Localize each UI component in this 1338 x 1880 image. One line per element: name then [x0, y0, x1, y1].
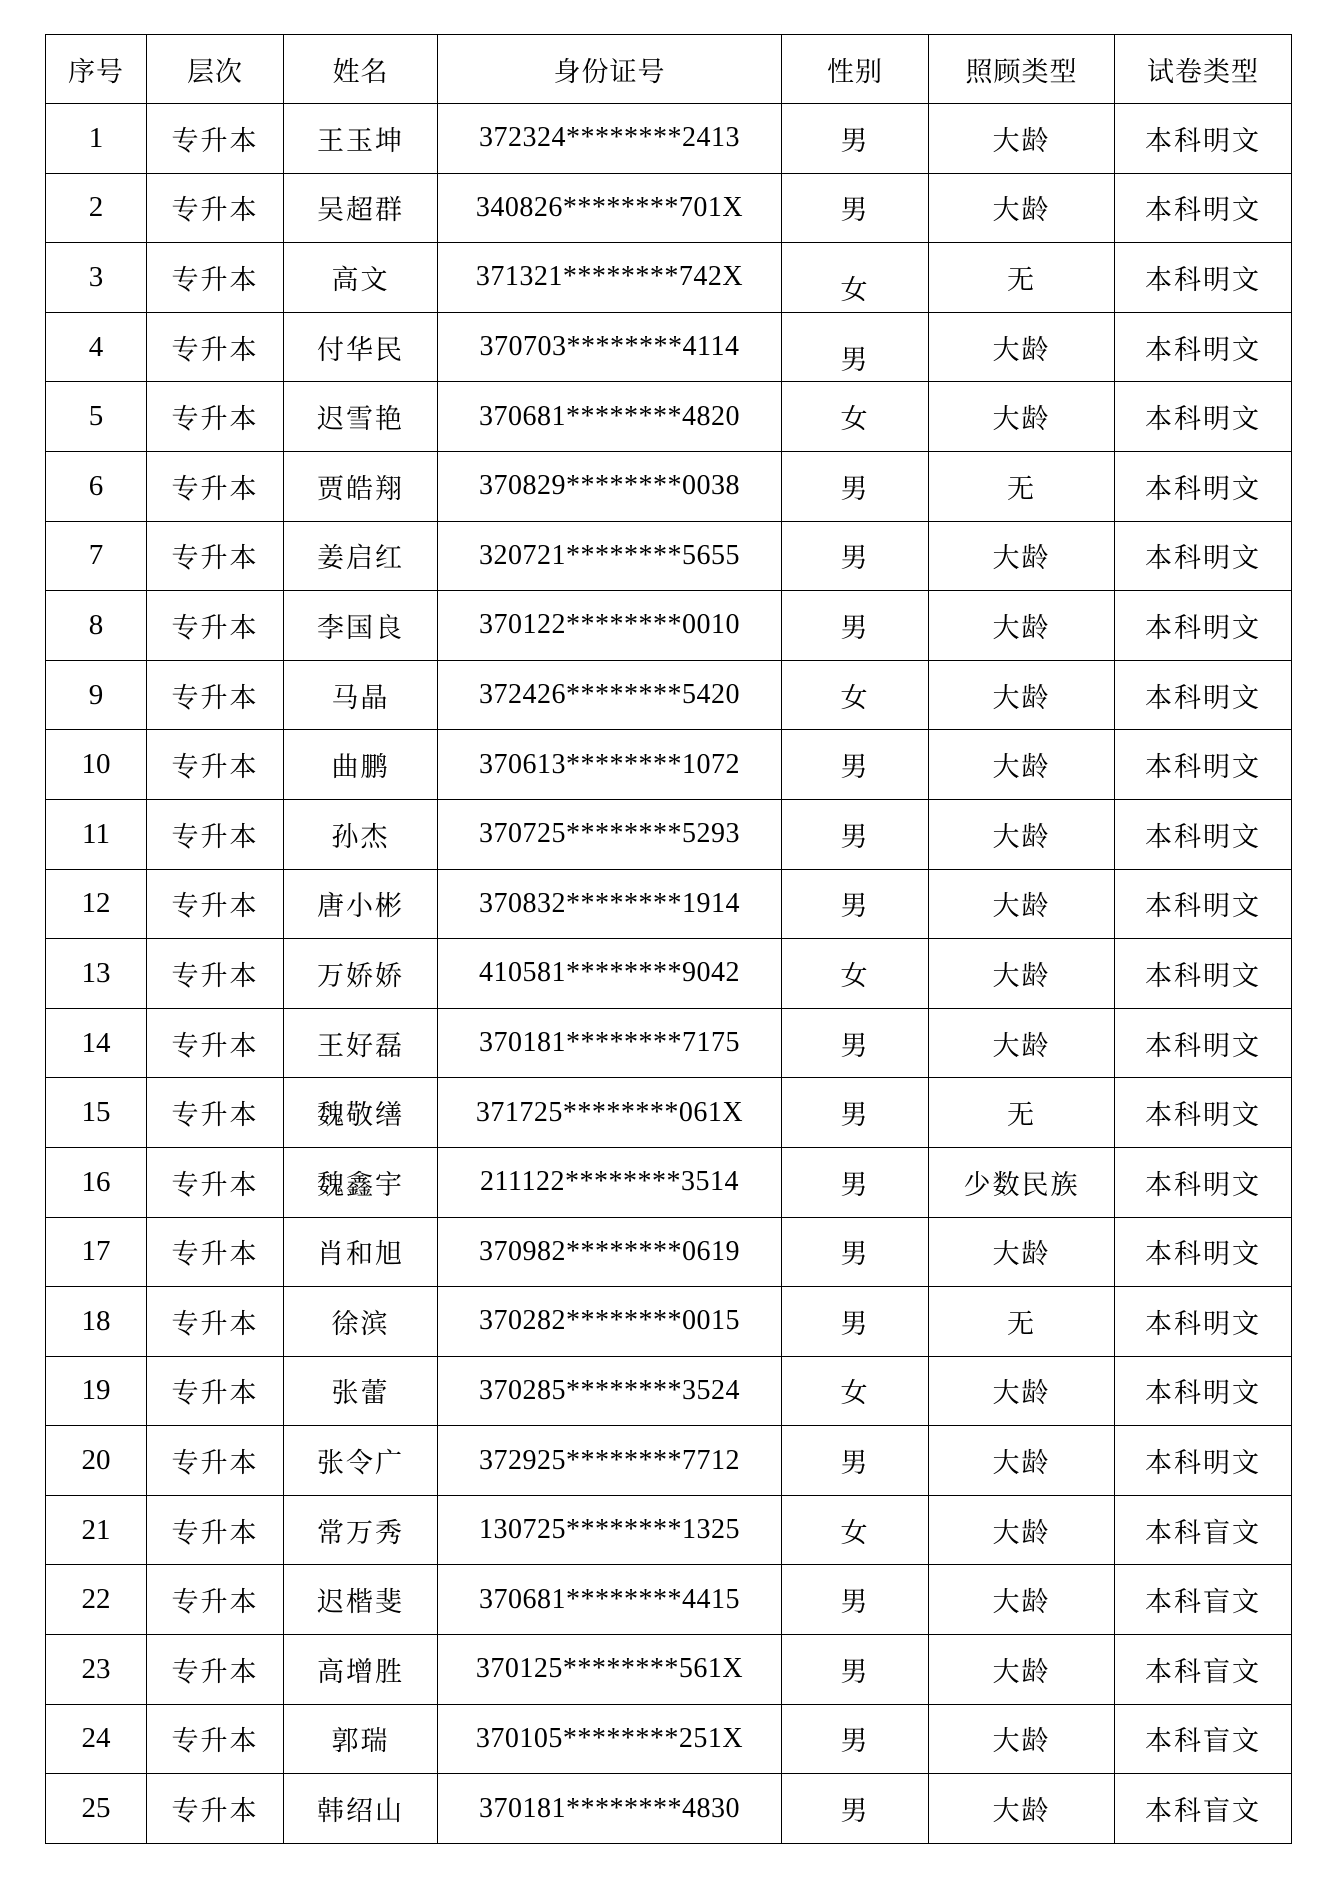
cell-care-type: 无 — [929, 1287, 1115, 1357]
cell-id-number: 130725********1325 — [438, 1495, 782, 1565]
cell-care-type: 大龄 — [929, 591, 1115, 661]
cell-gender: 女 — [782, 939, 929, 1009]
table-row — [46, 1565, 1292, 1635]
table-row — [46, 521, 1292, 591]
cell-level: 专升本 — [147, 451, 284, 521]
cell-gender-text: 女 — [840, 274, 870, 306]
cell-paper-type: 本科明文 — [1115, 939, 1292, 1009]
cell-gender: 女 — [782, 1356, 929, 1426]
cell-name: 王玉坤 — [284, 104, 438, 174]
cell-name: 付华民 — [284, 312, 438, 382]
cell-paper-type: 本科明文 — [1115, 312, 1292, 382]
cell-care-type: 大龄 — [929, 869, 1115, 939]
cell-gender — [782, 312, 929, 382]
cell-id-number: 370285********3524 — [438, 1356, 782, 1426]
table-header-row — [46, 35, 1292, 104]
cell-name: 高文 — [284, 243, 438, 313]
cell-id-number: 370681********4820 — [438, 382, 782, 452]
cell-level: 专升本 — [147, 521, 284, 591]
cell-name: 李国良 — [284, 591, 438, 661]
cell-gender: 男 — [782, 1426, 929, 1496]
cell-serial: 18 — [46, 1287, 147, 1357]
cell-serial: 21 — [46, 1495, 147, 1565]
cell-gender — [782, 243, 929, 313]
cell-level: 专升本 — [147, 1704, 284, 1774]
cell-gender: 男 — [782, 1008, 929, 1078]
table-row — [46, 939, 1292, 1009]
cell-id-number: 320721********5655 — [438, 521, 782, 591]
cell-id-number: 370181********7175 — [438, 1008, 782, 1078]
cell-care-type: 大龄 — [929, 1635, 1115, 1705]
cell-level: 专升本 — [147, 939, 284, 1009]
cell-care-type: 大龄 — [929, 312, 1115, 382]
cell-level: 专升本 — [147, 1356, 284, 1426]
cell-paper-type: 本科盲文 — [1115, 1704, 1292, 1774]
cell-id-number: 371321********742X — [438, 243, 782, 313]
cell-serial: 16 — [46, 1147, 147, 1217]
cell-gender: 男 — [782, 104, 929, 174]
cell-level: 专升本 — [147, 1495, 284, 1565]
cell-paper-type: 本科明文 — [1115, 660, 1292, 730]
cell-paper-type: 本科明文 — [1115, 591, 1292, 661]
cell-level: 专升本 — [147, 660, 284, 730]
cell-serial: 25 — [46, 1774, 147, 1844]
cell-care-type: 少数民族 — [929, 1147, 1115, 1217]
cell-name: 万娇娇 — [284, 939, 438, 1009]
cell-id-number: 370613********1072 — [438, 730, 782, 800]
cell-paper-type: 本科明文 — [1115, 1217, 1292, 1287]
cell-name: 贾皓翔 — [284, 451, 438, 521]
cell-care-type: 大龄 — [929, 1217, 1115, 1287]
cell-gender: 男 — [782, 1635, 929, 1705]
cell-level: 专升本 — [147, 869, 284, 939]
table-row — [46, 104, 1292, 174]
cell-paper-type: 本科明文 — [1115, 1426, 1292, 1496]
cell-level: 专升本 — [147, 1287, 284, 1357]
cell-gender: 女 — [782, 1495, 929, 1565]
cell-name: 高增胜 — [284, 1635, 438, 1705]
cell-level: 专升本 — [147, 1147, 284, 1217]
cell-paper-type: 本科明文 — [1115, 799, 1292, 869]
cell-gender: 男 — [782, 799, 929, 869]
cell-level: 专升本 — [147, 243, 284, 313]
cell-paper-type: 本科明文 — [1115, 104, 1292, 174]
table-row — [46, 591, 1292, 661]
cell-care-type: 大龄 — [929, 1426, 1115, 1496]
cell-id-number: 370829********0038 — [438, 451, 782, 521]
cell-paper-type: 本科明文 — [1115, 869, 1292, 939]
cell-gender: 男 — [782, 173, 929, 243]
cell-care-type: 无 — [929, 243, 1115, 313]
cell-level: 专升本 — [147, 173, 284, 243]
cell-serial: 10 — [46, 730, 147, 800]
roster-table — [45, 34, 1292, 1844]
cell-name: 孙杰 — [284, 799, 438, 869]
table-row — [46, 451, 1292, 521]
table-row — [46, 1495, 1292, 1565]
cell-name: 魏敬缮 — [284, 1078, 438, 1148]
roster-table-container — [45, 34, 1291, 1844]
cell-paper-type: 本科盲文 — [1115, 1495, 1292, 1565]
cell-paper-type: 本科明文 — [1115, 521, 1292, 591]
table-row — [46, 1635, 1292, 1705]
cell-id-number: 372426********5420 — [438, 660, 782, 730]
table-row — [46, 1426, 1292, 1496]
cell-gender: 男 — [782, 1287, 929, 1357]
cell-paper-type: 本科明文 — [1115, 1287, 1292, 1357]
cell-id-number: 370125********561X — [438, 1635, 782, 1705]
cell-name: 张蕾 — [284, 1356, 438, 1426]
cell-care-type: 大龄 — [929, 730, 1115, 800]
cell-name: 韩绍山 — [284, 1774, 438, 1844]
table-row — [46, 1704, 1292, 1774]
cell-name: 张令广 — [284, 1426, 438, 1496]
table-body — [46, 104, 1292, 1844]
cell-gender: 男 — [782, 869, 929, 939]
cell-serial: 9 — [46, 660, 147, 730]
cell-care-type: 无 — [929, 451, 1115, 521]
cell-gender: 女 — [782, 660, 929, 730]
cell-name: 常万秀 — [284, 1495, 438, 1565]
table-row — [46, 312, 1292, 382]
cell-serial: 3 — [46, 243, 147, 313]
cell-paper-type: 本科明文 — [1115, 1356, 1292, 1426]
cell-level: 专升本 — [147, 1008, 284, 1078]
cell-serial: 5 — [46, 382, 147, 452]
cell-level: 专升本 — [147, 1635, 284, 1705]
cell-care-type: 大龄 — [929, 1774, 1115, 1844]
cell-gender: 女 — [782, 382, 929, 452]
cell-care-type: 大龄 — [929, 1495, 1115, 1565]
cell-name: 迟雪艳 — [284, 382, 438, 452]
cell-id-number: 370122********0010 — [438, 591, 782, 661]
cell-paper-type: 本科明文 — [1115, 1147, 1292, 1217]
cell-care-type: 大龄 — [929, 1356, 1115, 1426]
cell-gender: 男 — [782, 1217, 929, 1287]
cell-serial: 11 — [46, 799, 147, 869]
header-paper-type: 试卷类型 — [1115, 35, 1292, 104]
cell-paper-type: 本科盲文 — [1115, 1774, 1292, 1844]
cell-id-number: 370181********4830 — [438, 1774, 782, 1844]
cell-gender: 男 — [782, 451, 929, 521]
cell-serial: 23 — [46, 1635, 147, 1705]
cell-name: 马晶 — [284, 660, 438, 730]
header-gender: 性别 — [782, 35, 929, 104]
cell-paper-type: 本科明文 — [1115, 1008, 1292, 1078]
cell-level: 专升本 — [147, 1565, 284, 1635]
table-row — [46, 1008, 1292, 1078]
cell-name: 郭瑞 — [284, 1704, 438, 1774]
cell-id-number: 371725********061X — [438, 1078, 782, 1148]
cell-name: 吴超群 — [284, 173, 438, 243]
cell-care-type: 大龄 — [929, 939, 1115, 1009]
cell-level: 专升本 — [147, 1426, 284, 1496]
table-row — [46, 1217, 1292, 1287]
cell-serial: 17 — [46, 1217, 147, 1287]
header-level: 层次 — [147, 35, 284, 104]
cell-gender: 男 — [782, 1704, 929, 1774]
cell-care-type: 大龄 — [929, 382, 1115, 452]
cell-id-number: 340826********701X — [438, 173, 782, 243]
header-name: 姓名 — [284, 35, 438, 104]
cell-serial: 14 — [46, 1008, 147, 1078]
cell-paper-type: 本科明文 — [1115, 730, 1292, 800]
cell-id-number: 370982********0619 — [438, 1217, 782, 1287]
cell-level: 专升本 — [147, 591, 284, 661]
cell-serial: 8 — [46, 591, 147, 661]
cell-gender: 男 — [782, 591, 929, 661]
cell-serial: 13 — [46, 939, 147, 1009]
cell-gender: 男 — [782, 1774, 929, 1844]
table-row — [46, 799, 1292, 869]
cell-care-type: 大龄 — [929, 521, 1115, 591]
cell-name: 唐小彬 — [284, 869, 438, 939]
cell-name: 肖和旭 — [284, 1217, 438, 1287]
cell-gender: 男 — [782, 521, 929, 591]
cell-paper-type: 本科明文 — [1115, 1078, 1292, 1148]
cell-serial: 1 — [46, 104, 147, 174]
cell-id-number: 370703********4114 — [438, 312, 782, 382]
cell-care-type: 大龄 — [929, 1704, 1115, 1774]
cell-gender: 男 — [782, 1147, 929, 1217]
table-row — [46, 730, 1292, 800]
cell-care-type: 大龄 — [929, 1565, 1115, 1635]
cell-id-number: 370832********1914 — [438, 869, 782, 939]
cell-paper-type: 本科明文 — [1115, 173, 1292, 243]
cell-level: 专升本 — [147, 1774, 284, 1844]
cell-care-type: 无 — [929, 1078, 1115, 1148]
table-row — [46, 660, 1292, 730]
table-row — [46, 1356, 1292, 1426]
cell-level: 专升本 — [147, 730, 284, 800]
cell-level: 专升本 — [147, 799, 284, 869]
cell-gender: 男 — [782, 1078, 929, 1148]
cell-name: 迟楷斐 — [284, 1565, 438, 1635]
cell-name: 魏鑫宇 — [284, 1147, 438, 1217]
cell-level: 专升本 — [147, 104, 284, 174]
header-serial: 序号 — [46, 35, 147, 104]
cell-level: 专升本 — [147, 1078, 284, 1148]
cell-id-number: 410581********9042 — [438, 939, 782, 1009]
cell-serial: 2 — [46, 173, 147, 243]
cell-serial: 7 — [46, 521, 147, 591]
cell-serial: 22 — [46, 1565, 147, 1635]
header-care-type: 照顾类型 — [929, 35, 1115, 104]
header-id-number: 身份证号 — [438, 35, 782, 104]
cell-care-type: 大龄 — [929, 1008, 1115, 1078]
cell-gender: 男 — [782, 730, 929, 800]
cell-id-number: 370282********0015 — [438, 1287, 782, 1357]
table-row — [46, 243, 1292, 313]
cell-paper-type: 本科明文 — [1115, 451, 1292, 521]
cell-paper-type: 本科明文 — [1115, 243, 1292, 313]
cell-serial: 19 — [46, 1356, 147, 1426]
cell-id-number: 211122********3514 — [438, 1147, 782, 1217]
cell-serial: 20 — [46, 1426, 147, 1496]
table-row — [46, 1078, 1292, 1148]
cell-name: 姜启红 — [284, 521, 438, 591]
cell-paper-type: 本科盲文 — [1115, 1565, 1292, 1635]
cell-level: 专升本 — [147, 1217, 284, 1287]
cell-serial: 6 — [46, 451, 147, 521]
cell-care-type: 大龄 — [929, 660, 1115, 730]
cell-name: 徐滨 — [284, 1287, 438, 1357]
cell-serial: 4 — [46, 312, 147, 382]
cell-serial: 12 — [46, 869, 147, 939]
cell-id-number: 370105********251X — [438, 1704, 782, 1774]
table-row — [46, 1774, 1292, 1844]
cell-name: 曲鹏 — [284, 730, 438, 800]
cell-name: 王好磊 — [284, 1008, 438, 1078]
cell-serial: 24 — [46, 1704, 147, 1774]
cell-id-number: 372925********7712 — [438, 1426, 782, 1496]
cell-gender-text: 男 — [840, 344, 870, 376]
cell-care-type: 大龄 — [929, 799, 1115, 869]
cell-id-number: 372324********2413 — [438, 104, 782, 174]
cell-gender: 男 — [782, 1565, 929, 1635]
cell-id-number: 370681********4415 — [438, 1565, 782, 1635]
cell-level: 专升本 — [147, 312, 284, 382]
table-row — [46, 173, 1292, 243]
table-row — [46, 869, 1292, 939]
table-row — [46, 1147, 1292, 1217]
table-row — [46, 382, 1292, 452]
cell-id-number: 370725********5293 — [438, 799, 782, 869]
cell-paper-type: 本科盲文 — [1115, 1635, 1292, 1705]
cell-care-type: 大龄 — [929, 173, 1115, 243]
cell-serial: 15 — [46, 1078, 147, 1148]
cell-paper-type: 本科明文 — [1115, 382, 1292, 452]
cell-care-type: 大龄 — [929, 104, 1115, 174]
cell-level: 专升本 — [147, 382, 284, 452]
table-row — [46, 1287, 1292, 1357]
